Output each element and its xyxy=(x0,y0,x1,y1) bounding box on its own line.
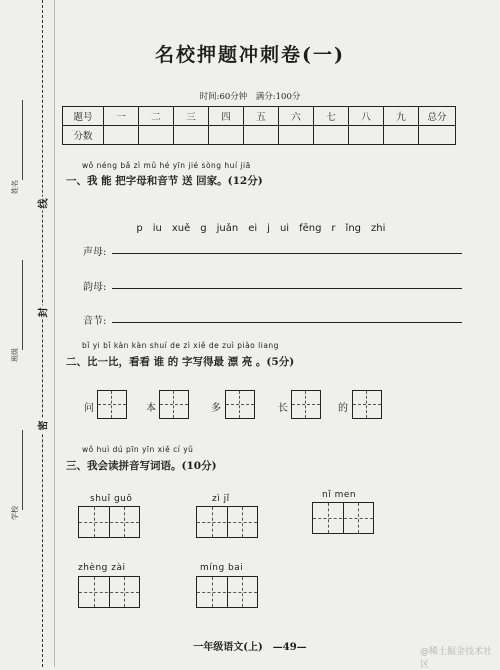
score-header-cell: 九 xyxy=(384,107,419,126)
binding-mark-seal: 封 xyxy=(35,306,50,320)
q2-char: 多 xyxy=(211,403,221,414)
school-line[interactable] xyxy=(22,430,23,510)
exam-title: 名校押题冲刺卷(一) xyxy=(155,44,345,66)
score-header-cell: 四 xyxy=(209,107,244,126)
q1-letter-list xyxy=(130,208,385,234)
score-cell[interactable] xyxy=(349,126,384,145)
score-header-cell: 七 xyxy=(314,107,349,126)
q3-title: 三、我会读拼音写词语。(10分) xyxy=(66,460,217,472)
q3-word-pinyin: shuǐ guǒ xyxy=(90,494,133,504)
q2-writing-grid[interactable] xyxy=(225,390,255,419)
q1-field-finals-line[interactable] xyxy=(112,288,462,289)
q1-letter: ui xyxy=(279,223,290,234)
q1-letter: j xyxy=(267,223,270,234)
watermark: @稀土掘金技术社区 xyxy=(420,647,493,670)
q2-pinyin: bǐ yi bǐ kàn kàn shuí de zì xiě de zuì piào liang xyxy=(82,341,279,350)
q2-writing-grid[interactable] xyxy=(291,390,321,419)
q1-letter: xuě xyxy=(171,223,191,234)
q2-char: 本 xyxy=(146,403,156,414)
name-line[interactable] xyxy=(22,100,23,180)
score-cell[interactable] xyxy=(174,126,209,145)
score-header-cell: 总分 xyxy=(419,107,456,126)
class-label: 班级 xyxy=(11,348,19,362)
q1-letter: r xyxy=(331,223,336,234)
binding-mark-line: 线 xyxy=(35,197,50,211)
q1-letter: iu xyxy=(152,223,162,234)
q1-letter: fēng xyxy=(299,223,322,234)
q3-word-pinyin: nǐ men xyxy=(322,490,357,500)
score-cell[interactable] xyxy=(209,126,244,145)
score-cell[interactable] xyxy=(384,126,419,145)
q1-letter: ǐng xyxy=(345,223,362,234)
score-cell[interactable] xyxy=(419,126,456,145)
q2-char: 长 xyxy=(278,403,288,414)
score-cell[interactable] xyxy=(279,126,314,145)
q1-field-finals-label: 韵母: xyxy=(83,282,107,293)
q2-title: 二、比一比，看看 谁 的 字写得最 漂 亮 。(5分) xyxy=(66,356,295,368)
q2-writing-grid[interactable] xyxy=(159,390,189,419)
q1-title: 一、我 能 把字母和音节 送 回家。(12分) xyxy=(66,175,263,187)
score-row-label: 分数 xyxy=(63,126,104,145)
score-cell[interactable] xyxy=(139,126,174,145)
binding-mark-close: 密 xyxy=(35,419,50,433)
q3-writing-grid[interactable] xyxy=(78,576,140,608)
exam-time-info: 时间:60分钟 满分:100分 xyxy=(199,92,301,102)
q1-letter: ei xyxy=(248,223,258,234)
score-table-score-row xyxy=(63,126,456,145)
q3-writing-grid[interactable] xyxy=(196,506,258,538)
q3-writing-grid[interactable] xyxy=(78,506,140,538)
q3-pinyin: wǒ huì dú pīn yīn xiě cí yǔ xyxy=(82,445,194,454)
q1-letter: p xyxy=(136,223,143,234)
score-header-cell: 题号 xyxy=(63,107,104,126)
q1-letter: zhi xyxy=(371,223,386,234)
score-cell[interactable] xyxy=(244,126,279,145)
score-table-header-row xyxy=(63,107,456,126)
class-line[interactable] xyxy=(22,260,23,350)
q3-writing-grid[interactable] xyxy=(312,502,374,534)
score-header-cell: 三 xyxy=(174,107,209,126)
q3-word-pinyin: zhèng zài xyxy=(78,563,126,573)
q1-field-syllables-label: 音节: xyxy=(83,316,107,327)
score-table xyxy=(62,106,456,145)
q2-char: 问 xyxy=(84,403,94,414)
score-header-cell: 五 xyxy=(244,107,279,126)
q1-field-initials-label: 声母: xyxy=(83,247,107,258)
score-header-cell: 八 xyxy=(349,107,384,126)
school-label: 学校 xyxy=(11,506,19,520)
score-cell[interactable] xyxy=(314,126,349,145)
q1-letter: g xyxy=(200,223,207,234)
q3-writing-grid[interactable] xyxy=(196,576,258,608)
score-header-cell: 一 xyxy=(104,107,139,126)
score-cell[interactable] xyxy=(104,126,139,145)
q1-letter: juǎn xyxy=(216,223,239,234)
q3-word-pinyin: míng bai xyxy=(200,563,244,573)
score-header-cell: 二 xyxy=(139,107,174,126)
name-label: 姓名 xyxy=(11,180,19,194)
q2-writing-grid[interactable] xyxy=(352,390,382,419)
q1-pinyin: wǒ néng bǎ zì mǔ hé yīn jié sòng huí jiā xyxy=(82,161,251,170)
page-footer: 一年级语文(上) —49— xyxy=(193,642,307,653)
q2-writing-grid[interactable] xyxy=(97,390,127,419)
q3-word-pinyin: zì jǐ xyxy=(212,494,230,504)
q1-field-syllables-line[interactable] xyxy=(112,322,462,323)
q2-char: 的 xyxy=(338,403,348,414)
q1-field-initials-line[interactable] xyxy=(112,253,462,254)
score-header-cell: 六 xyxy=(279,107,314,126)
